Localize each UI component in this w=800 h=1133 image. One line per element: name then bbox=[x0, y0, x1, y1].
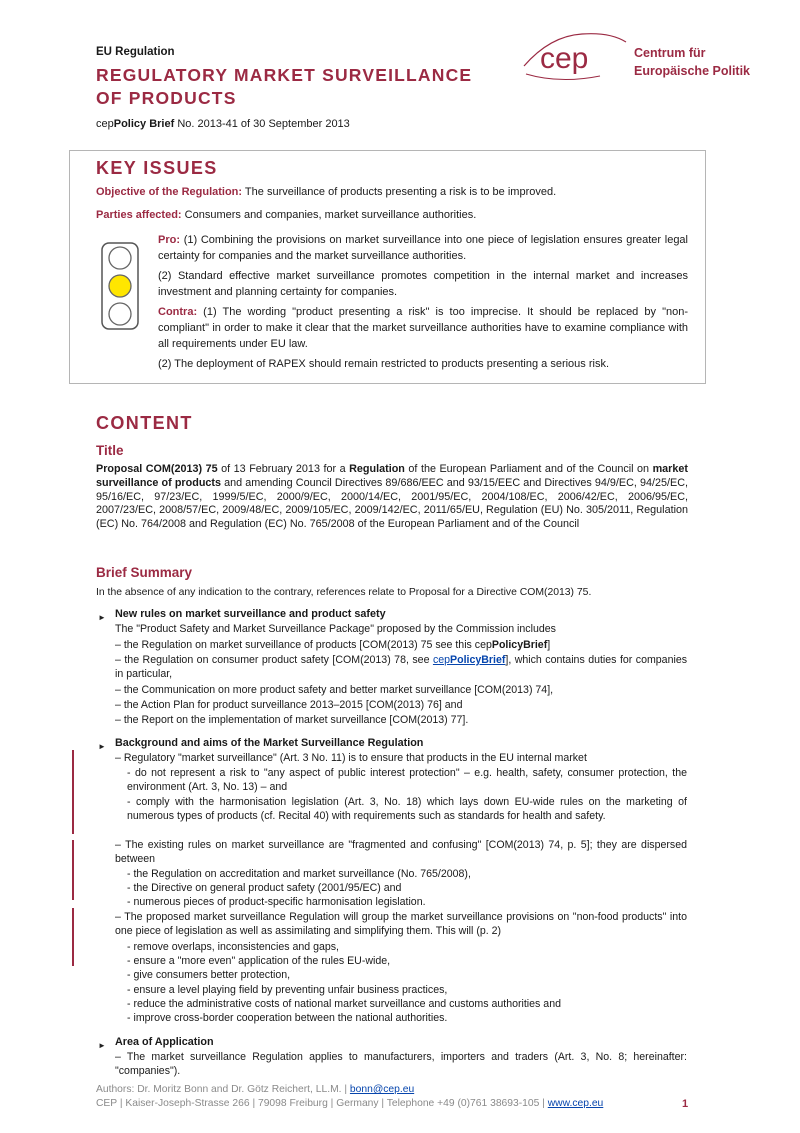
bullet-2-sub-2a: - the Regulation on accreditation and market surveillance (No. 765/2008), bbox=[127, 868, 471, 880]
item-1-text: – the Regulation on market surveillance of products [COM(2013) 75 see this cep bbox=[115, 639, 492, 651]
summary-intro: In the absence of any indication to the contrary, references relate to Proposal for a Directive COM(2013) 75. bbox=[96, 587, 592, 598]
regulation-word: Regulation bbox=[349, 463, 405, 475]
objective-text: The surveillance of products presenting a risk is to be improved. bbox=[242, 186, 557, 198]
traffic-light-red bbox=[109, 247, 131, 269]
title-paragraph bbox=[96, 463, 688, 532]
author-email-link[interactable]: bonn@cep.eu bbox=[349, 1084, 415, 1095]
bullet-2-sub-1b: - comply with the harmonisation legislation (Art. 3, No. 18) which lays down EU-wide rules on the marketing of numerous types of products (cf. Recital 40) with requirements such as standards for health and safety. bbox=[127, 796, 687, 822]
traffic-light-green bbox=[109, 303, 131, 325]
objective-label: Objective of the Regulation: bbox=[96, 186, 243, 198]
traffic-light-yellow bbox=[109, 275, 131, 297]
traffic-light-icon bbox=[101, 242, 139, 330]
bullet-2-sub-2b: - the Directive on general product safety (2001/95/EC) and bbox=[127, 882, 402, 894]
proposal-ref: Proposal COM(2013) 75 bbox=[96, 463, 218, 475]
item-1-end: ] bbox=[547, 639, 551, 651]
subject-term: market surveillance of products bbox=[96, 463, 688, 489]
content-heading: CONTENT bbox=[96, 413, 193, 433]
bullet-arrow-icon: ► bbox=[98, 1041, 106, 1050]
change-marker bbox=[72, 750, 74, 834]
contra-1-text: (1) The wording "product presenting a risk" is too imprecise. It should be replaced by "non-compliant" in order to make it clear that the market surveillance authorities have to examine compliance with all requirements under EU law. bbox=[158, 306, 688, 350]
link-bold: PolicyBrief bbox=[450, 654, 506, 666]
parties-line bbox=[96, 208, 688, 223]
pro-1-text: (1) Combining the provisions on market surveillance into one piece of legislation ensures greater legal certainty for companies and the market surveillance authorities. bbox=[158, 234, 688, 262]
parties-label: Parties affected: bbox=[96, 209, 182, 221]
bullet-2-sub-3d: - ensure a level playing field by preventing unfair business practices, bbox=[127, 984, 448, 996]
footer-address bbox=[96, 1097, 603, 1111]
link-prefix: cep bbox=[432, 654, 451, 666]
bullet-1-item-5: – the Report on the implementation of market surveillance [COM(2013) 77]. bbox=[115, 714, 469, 726]
bullet-1-intro: The "Product Safety and Market Surveillance Package" proposed by the Commission includes bbox=[115, 623, 556, 635]
bullet-2-sub-3b: - ensure a "more even" application of the rules EU-wide, bbox=[127, 955, 391, 967]
authors-text: Authors: Dr. Moritz Bonn and Dr. Götz Reichert, LL.M. | bbox=[96, 1084, 350, 1095]
cep-logo bbox=[520, 30, 630, 86]
website-link[interactable]: www.cep.eu bbox=[547, 1098, 604, 1109]
title-text-3: and amending Council Directives 89/686/EEC and 93/15/EEC and Directives 94/9/EC, 94/25/EC, 95/16/EC, 97/23/EC, 1999/5/EC, 2000/9/EC, 2000/14/EC, 2001/95/EC, 2004/108/EC, 2006/42/EC, 2006/95/EC, 2007/23/EC, 2008/57/EC, 2009/48/EC, 2009/105/EC, 2009/142/EC, 2011/65/EU, Regulation (EU) No. 305/2011, Regulation (EC) No. 764/2008 and Regulation (EC) No. 765/2008 of the European Parliament and of the Council bbox=[96, 476, 689, 531]
bullet-1-item-1 bbox=[115, 638, 687, 652]
title-line-2: OF PRODUCTS bbox=[96, 88, 237, 108]
bullet-2-line-1: – Regulatory "market surveillance" (Art. 3 No. 11) is to ensure that products in the EU internal market bbox=[115, 752, 587, 764]
bullet-2-sub-3f: - improve cross-border cooperation between the national authorities. bbox=[127, 1012, 448, 1024]
pro-point-2: (2) Standard effective market surveillance promotes competition in the internal market and increases investment and planning certainty for companies. bbox=[158, 270, 688, 298]
bullet-1-heading: New rules on market surveillance and product safety bbox=[115, 608, 386, 620]
bullet-3-heading: Area of Application bbox=[115, 1036, 214, 1048]
brief-number bbox=[96, 117, 350, 132]
item-1-bold: PolicyBrief bbox=[491, 639, 548, 651]
bullet-2-sub-3e: - reduce the administrative costs of national market surveillance and customs authorities and bbox=[127, 998, 561, 1010]
org-name-line-1: Centrum für bbox=[634, 46, 706, 60]
bullet-1-item-3: – the Communication on more product safety and better market surveillance [COM(2013) 74], bbox=[115, 684, 554, 696]
bullet-2-sub-1a: - do not represent a risk to "any aspect of public interest protection" – e.g. health, safety, consumer protection, the environment (Art. 3, No. 13) – and bbox=[127, 767, 687, 793]
bullet-arrow-icon: ► bbox=[98, 742, 106, 751]
title-text-2: of the European Parliament and of the Council on bbox=[404, 463, 653, 475]
contra-point-1 bbox=[158, 304, 688, 352]
page-title bbox=[96, 64, 472, 110]
contra-label: Contra: bbox=[158, 306, 198, 318]
brief-summary-heading: Brief Summary bbox=[96, 565, 193, 580]
bullet-1-item-4: – the Action Plan for product surveillance 2013–2015 [COM(2013) 76] and bbox=[115, 699, 463, 711]
logo-text: cep bbox=[540, 42, 589, 75]
pro-label: Pro: bbox=[158, 234, 180, 246]
bullet-3-line-1: – The market surveillance Regulation applies to manufacturers, importers and traders (Art. 3, No. 8; hereinafter: "companies"). bbox=[115, 1051, 687, 1077]
objective-line bbox=[96, 185, 688, 200]
authors-line bbox=[96, 1083, 414, 1097]
bullet-2-sub-3a: - remove overlaps, inconsistencies and gaps, bbox=[127, 941, 339, 953]
bullet-2-sub-2c: - numerous pieces of product-specific harmonisation legislation. bbox=[127, 896, 426, 908]
org-name-line-2: Europäische Politik bbox=[634, 64, 751, 78]
address-text: CEP | Kaiser-Joseph-Strasse 266 | 79098 Freiburg | Germany | Telephone +49 (0)761 38693-105 | bbox=[96, 1098, 548, 1109]
document-category: EU Regulation bbox=[96, 46, 175, 58]
brief-name: Policy Brief bbox=[113, 118, 175, 130]
pro-point-1 bbox=[158, 232, 688, 264]
title-text-1: of 13 February 2013 for a bbox=[217, 463, 350, 475]
org-name bbox=[634, 44, 750, 80]
bullet-2-heading: Background and aims of the Market Surveillance Regulation bbox=[115, 737, 424, 749]
parties-text: Consumers and companies, market surveillance authorities. bbox=[181, 209, 477, 221]
title-line-1: REGULATORY MARKET SURVEILLANCE bbox=[96, 65, 473, 85]
brief-prefix: cep bbox=[96, 118, 114, 130]
key-issues-heading: KEY ISSUES bbox=[96, 158, 218, 178]
bullet-1-item-2 bbox=[115, 653, 687, 681]
bullet-2-line-2: – The existing rules on market surveillance are "fragmented and confusing" [COM(2013) 74, p. 5]; they are dispersed between bbox=[115, 839, 687, 865]
change-marker bbox=[72, 908, 74, 966]
bullet-2-sub-3c: - give consumers better protection, bbox=[127, 969, 291, 981]
change-marker bbox=[72, 840, 74, 900]
page-number: 1 bbox=[682, 1098, 689, 1110]
bullet-arrow-icon: ► bbox=[98, 613, 106, 622]
item-2-end: ], which contains duties for companies in particular, bbox=[115, 654, 688, 680]
brief-number-text: No. 2013-41 of 30 September 2013 bbox=[174, 118, 350, 130]
contra-point-2: (2) The deployment of RAPEX should remain restricted to products presenting a serious risk. bbox=[158, 358, 610, 370]
policy-brief-link[interactable] bbox=[433, 654, 505, 666]
bullet-2-line-3: – The proposed market surveillance Regulation will group the market surveillance provisions on "non-food products" into one piece of legislation as well as assimilating and simplifying them. This will (p. 2) bbox=[115, 911, 687, 937]
title-heading: Title bbox=[96, 443, 124, 458]
item-2-text: – the Regulation on consumer product safety [COM(2013) 78, see bbox=[115, 654, 433, 666]
